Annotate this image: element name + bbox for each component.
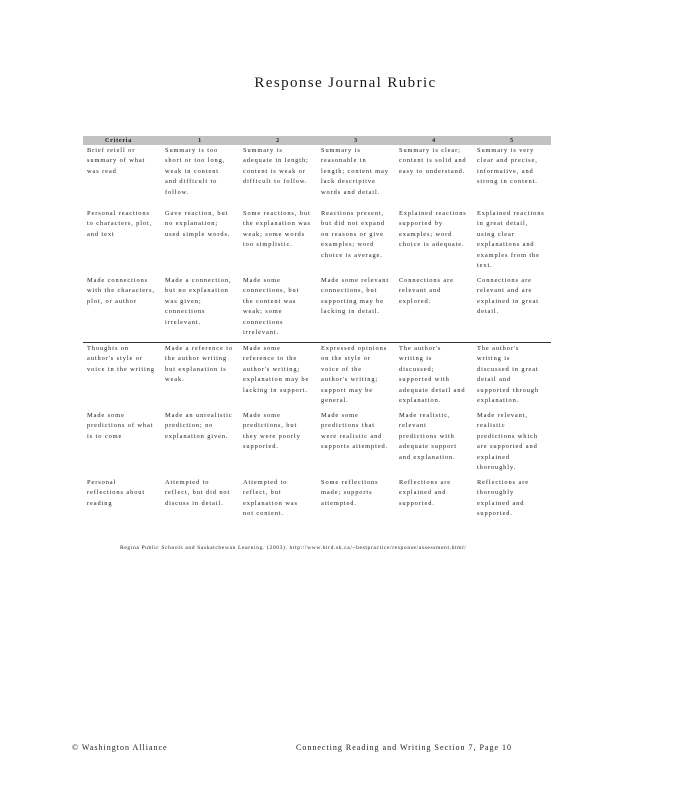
rubric-cell: Summary is too short or too long, weak in content and difficult to follow. [165,147,226,196]
rubric-cell: Connections are relevant and are explained in great detail. [477,277,539,316]
rubric-cell: Made a connection, but no explanation was given; connections irrelevant. [165,277,232,326]
header-score-4: 4 [395,136,473,145]
page-title: Response Journal Rubric [254,75,437,91]
rubric-cell: Made some reference to the author's writing; explanation may be lacking in support. [239,343,317,411]
criteria-cell: Personal reflections about reading [87,479,146,507]
table-row [83,208,551,275]
rubric-cell: Summary is very clear and precise, informative, and strong in content. [477,147,538,186]
header-criteria: Criteria [83,136,161,145]
citation: Regina Public Schools and Saskatchewan Learning. (2003). http://www.bird.sk.ca/~bestpractice/response/assessment.html/ [120,545,467,551]
rubric-cell: Made some predictions that were realistic and supports attempted. [321,412,389,451]
header-score-1: 1 [161,136,239,145]
rubric-cell: Made realistic, relevant predictions with adequate support and explanation. [399,412,457,461]
table-row [83,343,551,411]
rubric-cell: Made relevant, realistic predictions which are supported and explained thoroughly. [477,412,538,472]
rubric-cell: Made a reference to the author writing but explanation is weak. [161,343,239,411]
criteria-cell: Made connections with the characters, plot, or author [87,277,155,305]
rubric-table [83,136,551,544]
header-score-5: 5 [473,136,551,145]
rubric-cell: Expressed opinions on the style or voice of the author's writing; support may be general. [317,343,395,411]
rubric-cell: The author's writing is discussed; supported with adequate detail and explanation. [395,343,473,411]
rubric-cell: Some reflections made; supports attempted. [321,479,379,507]
rubric-cell: Explained reactions in great detail, using clear explanations and examples from the text. [477,210,545,270]
footer-page-info: Connecting Reading and Writing Section 7, Page 10 [296,743,513,752]
rubric-cell: Made an unrealistic prediction; no explanation given. [165,412,233,440]
rubric-cell: Gave reaction, but no explanation; used simple words. [165,210,231,238]
criteria-cell: Thoughts on author's style or voice in the writing [83,343,161,411]
rubric-cell: Explained reactions supported by examples; word choice is adequate. [399,210,467,249]
header-score-2: 2 [239,136,317,145]
rubric-cell: Summary is clear; content is solid and easy to understand. [399,147,467,175]
rubric-cell: Made some relevant connections, but supporting may be lacking in detail. [321,277,390,316]
rubric-cell: The author's writing is discussed in great detail and supported through explanation. [473,343,551,411]
footer-copyright: © Washington Alliance [72,743,168,752]
header-score-3: 3 [317,136,395,145]
rubric-cell: Attempted to reflect, but did not discuss in detail. [165,479,231,507]
rubric-cell: Some reactions, but the explanation was weak; some words too simplistic. [243,210,311,249]
table-row [83,410,551,477]
table-row [83,477,551,544]
table-row [83,145,551,208]
rubric-cell: Made some connections, but the content was weak; some connections irrelevant. [243,277,300,337]
criteria-cell: Brief retell or summary of what was read [87,147,146,175]
criteria-cell: Personal reactions to characters, plot, and text [87,210,153,238]
criteria-cell: Made some predictions of what is to come [87,412,154,440]
rubric-cell: Made some predictions, but they were poorly supported. [243,412,301,451]
rubric-cell: Attempted to reflect, but explanation was not content. [243,479,298,518]
rubric-cell: Reflections are thoroughly explained and supported. [477,479,530,518]
rubric-cell: Reflections are explained and supported. [399,479,452,507]
rubric-cell: Summary is reasonable in length; content may lack descriptive words and detail. [321,147,389,196]
rubric-cell: Connections are relevant and explored. [399,277,454,305]
rubric-cell: Reactions present, but did not expand on reasons or give examples; word choice is average. [321,210,385,259]
rubric-cell: Summary is adequate in length; content is weak or difficult to follow. [243,147,309,186]
table-row [83,275,551,343]
header-row [83,136,551,145]
